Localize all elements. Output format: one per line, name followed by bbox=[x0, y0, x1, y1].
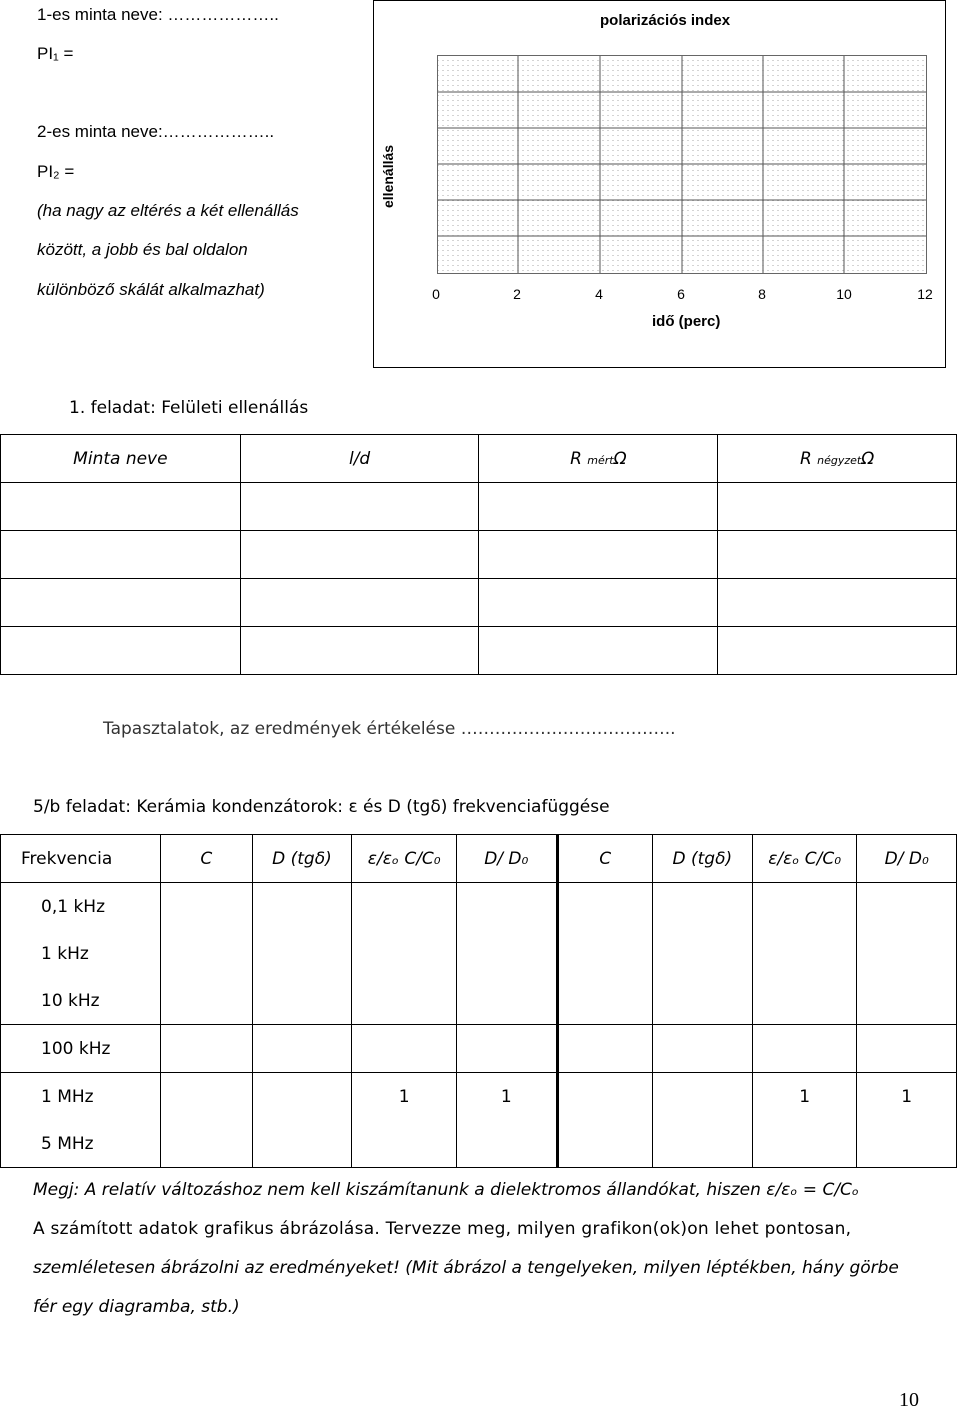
surface-resistance-table bbox=[0, 434, 957, 675]
col-header-ld bbox=[240, 435, 479, 483]
y-axis-label: ellenállás bbox=[380, 144, 396, 208]
frequency-cell: 100 kHz bbox=[1, 1025, 161, 1073]
table-row bbox=[1, 579, 957, 627]
frequency-cell: 0,1 kHz bbox=[1, 883, 161, 931]
table-cell[interactable] bbox=[352, 883, 457, 931]
x-tick-label: 4 bbox=[595, 286, 603, 302]
table-cell[interactable] bbox=[1, 627, 241, 675]
table-cell[interactable] bbox=[718, 483, 957, 531]
table-cell[interactable] bbox=[557, 930, 652, 977]
col-header-rmert bbox=[479, 435, 718, 483]
header-text: R bbox=[799, 448, 812, 469]
col-header bbox=[752, 835, 857, 883]
table-cell[interactable] bbox=[557, 977, 652, 1025]
col-header bbox=[557, 835, 652, 883]
table-cell[interactable] bbox=[857, 1025, 957, 1073]
table-cell[interactable] bbox=[457, 930, 557, 977]
table-cell[interactable] bbox=[652, 883, 752, 931]
col-header-frequency bbox=[1, 835, 161, 883]
table-cell[interactable] bbox=[752, 930, 857, 977]
col-header bbox=[352, 835, 457, 883]
table-cell[interactable] bbox=[252, 1073, 352, 1121]
header-text: l/d bbox=[348, 448, 371, 469]
table-cell[interactable] bbox=[752, 883, 857, 931]
pi2-label: PI₂ = bbox=[37, 162, 75, 181]
table-cell[interactable]: 1 bbox=[857, 1073, 957, 1121]
table-cell[interactable] bbox=[557, 1073, 652, 1121]
task1-heading: 1. feladat: Felületi ellenállás bbox=[69, 398, 309, 418]
paragraph-line3: fér egy diagramba, stb.) bbox=[33, 1297, 240, 1317]
table-cell[interactable] bbox=[240, 627, 479, 675]
header-text: Frekvencia bbox=[21, 848, 113, 869]
table-cell[interactable] bbox=[557, 1120, 652, 1168]
table-cell[interactable] bbox=[479, 627, 718, 675]
frequency-table bbox=[0, 834, 957, 1168]
experience-line: Tapasztalatok, az eredmények értékelése ……………………………….. bbox=[103, 719, 676, 739]
frequency-cell: 1 MHz bbox=[1, 1073, 161, 1121]
paragraph-line2: szemléletesen ábrázolni az eredményeket! (Mit ábrázol a tengelyeken, milyen léptékben, hány görbe bbox=[33, 1258, 899, 1278]
header-text: Minta neve bbox=[73, 448, 168, 469]
table-cell[interactable] bbox=[752, 1025, 857, 1073]
x-tick-label: 6 bbox=[677, 286, 685, 302]
header-text: R bbox=[570, 448, 582, 469]
table-cell[interactable] bbox=[161, 1025, 252, 1073]
table-cell[interactable] bbox=[557, 883, 652, 931]
table-cell[interactable] bbox=[652, 977, 752, 1025]
table-cell[interactable] bbox=[252, 1120, 352, 1168]
header-subscript: mért bbox=[587, 453, 614, 467]
table-cell[interactable] bbox=[557, 1025, 652, 1073]
table-cell[interactable] bbox=[252, 977, 352, 1025]
sample1-name: 1-es minta neve: ……………….. bbox=[37, 5, 279, 24]
header-subscript: négyzet bbox=[817, 453, 862, 467]
table-cell[interactable] bbox=[457, 1120, 557, 1168]
table-row bbox=[1, 483, 957, 531]
table-cell[interactable] bbox=[857, 883, 957, 931]
table-row bbox=[1, 627, 957, 675]
table-cell[interactable] bbox=[652, 1120, 752, 1168]
table-row bbox=[1, 531, 957, 579]
col-header bbox=[252, 835, 352, 883]
table-row bbox=[1, 883, 957, 931]
table-cell[interactable]: 1 bbox=[752, 1073, 857, 1121]
table-row bbox=[1, 977, 957, 1025]
table-cell[interactable] bbox=[352, 1120, 457, 1168]
table-cell[interactable] bbox=[652, 930, 752, 977]
table-header-row bbox=[1, 435, 957, 483]
chart-title: polarizációs index bbox=[600, 12, 731, 29]
table-cell[interactable] bbox=[352, 1025, 457, 1073]
grid-lines bbox=[438, 56, 926, 273]
table-cell[interactable] bbox=[479, 531, 718, 579]
table-cell[interactable]: 1 bbox=[457, 1073, 557, 1121]
col-header bbox=[652, 835, 752, 883]
table-cell[interactable] bbox=[752, 977, 857, 1025]
col-header bbox=[857, 835, 957, 883]
header-text: D/ D₀ bbox=[484, 848, 529, 869]
table-cell[interactable] bbox=[252, 1025, 352, 1073]
table-row bbox=[1, 1120, 957, 1168]
header-text: ε/εₒ C/C₀ bbox=[367, 848, 441, 869]
table-cell[interactable] bbox=[652, 1073, 752, 1121]
note-text: Megj: A relatív változáshoz nem kell kiszámítanunk a dielektromos állandókat, hiszen ε/εₒ = C/Cₒ bbox=[33, 1180, 859, 1200]
table-cell[interactable] bbox=[161, 930, 252, 977]
header-text: C bbox=[599, 848, 612, 869]
col-header bbox=[161, 835, 252, 883]
table-cell[interactable] bbox=[718, 579, 957, 627]
table-cell[interactable] bbox=[857, 1120, 957, 1168]
plot-area bbox=[437, 55, 927, 274]
frequency-cell: 10 kHz bbox=[1, 977, 161, 1025]
frequency-cell: 1 kHz bbox=[1, 930, 161, 977]
task5b-heading: 5/b feladat: Kerámia kondenzátorok: ε és D (tgδ) frekvenciafüggése bbox=[33, 797, 610, 817]
table-row bbox=[1, 1025, 957, 1073]
col-header-name bbox=[1, 435, 241, 483]
table-cell[interactable] bbox=[252, 930, 352, 977]
header-text: D (tgδ) bbox=[672, 848, 733, 869]
table-cell[interactable] bbox=[718, 627, 957, 675]
x-tick-label: 2 bbox=[513, 286, 521, 302]
omega-symbol: Ω bbox=[861, 448, 875, 469]
table-cell[interactable] bbox=[457, 1025, 557, 1073]
pi1-label: PI₁ = bbox=[37, 44, 74, 63]
header-text: ε/εₒ C/C₀ bbox=[768, 848, 842, 869]
table-cell[interactable] bbox=[718, 531, 957, 579]
table-cell[interactable] bbox=[457, 883, 557, 931]
sample2-name: 2-es minta neve:……………….. bbox=[37, 122, 275, 141]
paragraph-line1: A számított adatok grafikus ábrázolása. Tervezze meg, milyen grafikon(ok)on lehet pontosan, bbox=[33, 1219, 852, 1239]
table-cell[interactable] bbox=[161, 977, 252, 1025]
header-text: C bbox=[200, 848, 213, 869]
table-row bbox=[1, 930, 957, 977]
table-cell[interactable] bbox=[240, 531, 479, 579]
table-cell[interactable] bbox=[479, 579, 718, 627]
table-cell[interactable] bbox=[457, 977, 557, 1025]
header-text: D/ D₀ bbox=[884, 848, 929, 869]
col-header-rnegyzet bbox=[718, 435, 957, 483]
table-row bbox=[1, 1073, 957, 1121]
table-cell[interactable] bbox=[857, 977, 957, 1025]
table-cell[interactable] bbox=[240, 483, 479, 531]
note-line2: között, a jobb és bal oldalon bbox=[37, 240, 248, 259]
table-cell[interactable] bbox=[652, 1025, 752, 1073]
table-cell[interactable] bbox=[1, 531, 241, 579]
table-cell[interactable] bbox=[857, 930, 957, 977]
table-cell[interactable] bbox=[161, 883, 252, 931]
col-header bbox=[457, 835, 557, 883]
x-tick-label: 12 bbox=[917, 286, 933, 302]
table-cell[interactable] bbox=[1, 483, 241, 531]
table-cell[interactable]: 1 bbox=[352, 1073, 457, 1121]
table-cell[interactable] bbox=[240, 579, 479, 627]
table-cell[interactable] bbox=[352, 977, 457, 1025]
table-cell[interactable] bbox=[252, 883, 352, 931]
table-cell[interactable] bbox=[479, 483, 718, 531]
x-tick-label: 0 bbox=[432, 286, 440, 302]
omega-symbol: Ω bbox=[613, 448, 627, 469]
table-cell[interactable] bbox=[161, 1120, 252, 1168]
table-cell[interactable] bbox=[1, 579, 241, 627]
note-line1: (ha nagy az eltérés a két ellenállás bbox=[37, 201, 299, 220]
x-tick-label: 10 bbox=[836, 286, 852, 302]
frequency-cell: 5 MHz bbox=[1, 1120, 161, 1168]
note-line3: különböző skálát alkalmazhat) bbox=[37, 280, 265, 299]
table-cell[interactable] bbox=[752, 1120, 857, 1168]
header-text: D (tgδ) bbox=[272, 848, 332, 869]
table-header-row bbox=[1, 835, 957, 883]
page-number: 10 bbox=[899, 1389, 919, 1411]
x-axis-label: idő (perc) bbox=[652, 313, 721, 330]
table-cell[interactable] bbox=[161, 1073, 252, 1121]
x-tick-label: 8 bbox=[758, 286, 766, 302]
table-cell[interactable] bbox=[352, 930, 457, 977]
